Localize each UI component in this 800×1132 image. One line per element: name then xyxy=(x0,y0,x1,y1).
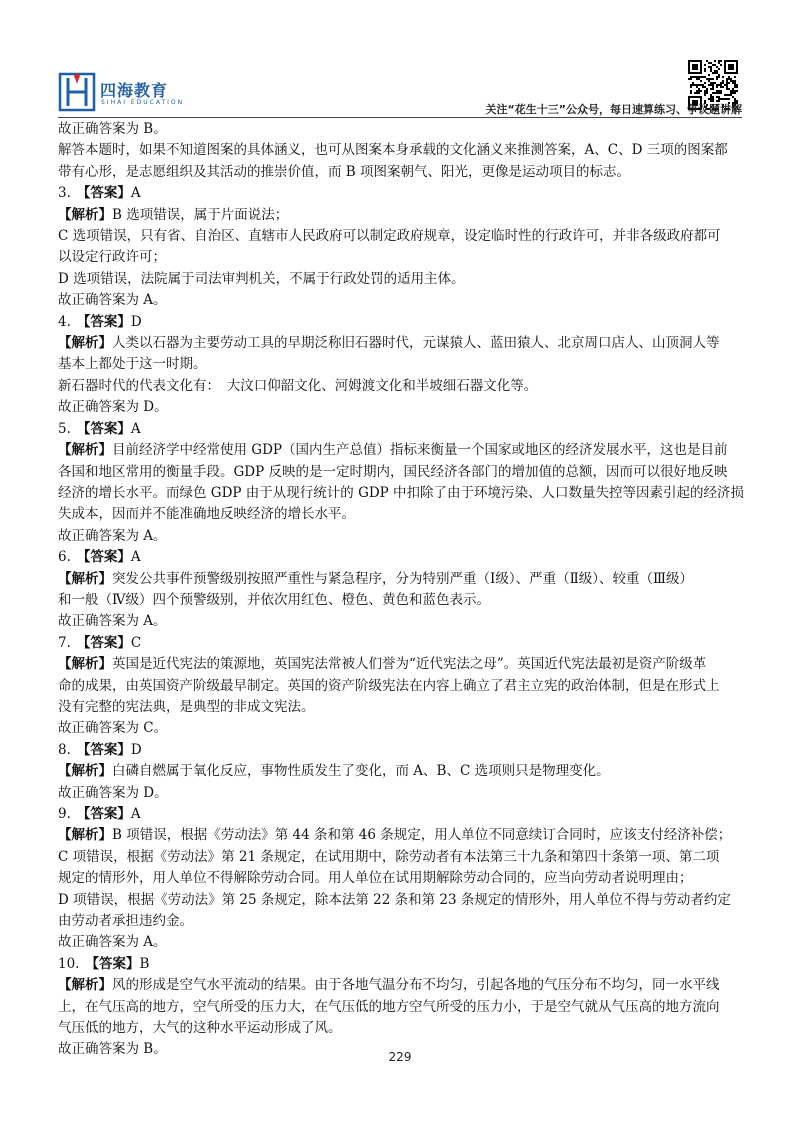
line-text: A xyxy=(130,549,141,566)
line-text: 故正确答案为 A。 xyxy=(58,613,167,630)
text-line xyxy=(58,590,746,611)
text-line xyxy=(58,718,746,739)
text-line xyxy=(58,226,746,247)
line-text: B 选项错误，属于片面说法； xyxy=(112,206,289,223)
line-text: 英国是近代宪法的策源地，英国宪法常被人们誉为“近代宪法之母”。英国近代宪法最初是资产阶级革 xyxy=(112,656,707,673)
answer-explanations xyxy=(58,119,746,1061)
section-label: 【解析】 xyxy=(58,570,112,587)
line-text: D 项错误，根据《劳动法》第 25 条规定，除本法第 22 条和第 23 条规定的情形外，用人单位不得与劳动者约定 xyxy=(58,891,731,908)
text-line xyxy=(58,633,746,654)
section-label: 【解析】 xyxy=(58,977,112,994)
text-line xyxy=(58,611,746,632)
line-text: 以设定行政许可； xyxy=(58,249,166,266)
question-number: 5. xyxy=(58,420,71,437)
line-text: B xyxy=(139,955,150,972)
text-line xyxy=(58,504,746,525)
line-text: 各国和地区常用的衡量手段。GDP 反映的是一定时期内，国民经济各部门的增加值的总额，因而可以很好地反映 xyxy=(58,463,728,480)
line-text: 上，在气压高的地方，空气所受的压力大，在气压低的地方空气所受的压力小，于是空气就从气压高的地方流向 xyxy=(58,998,720,1015)
text-line xyxy=(58,376,746,397)
section-label: 【解析】 xyxy=(58,442,112,459)
line-text: 故正确答案为 A。 xyxy=(58,934,167,951)
line-text: B 项错误，根据《劳动法》第 44 条和第 46 条规定，用人单位不同意续订合同时，应该支付经济补偿； xyxy=(112,827,732,844)
text-line xyxy=(58,975,746,996)
section-label: 【答案】 xyxy=(76,313,131,330)
text-line xyxy=(58,847,746,868)
text-line xyxy=(58,654,746,675)
line-text: A xyxy=(130,420,141,437)
line-text: 目前经济学中经常使用 GDP（国内生产总值）指标来衡量一个国家或地区的经济发展水平，这也是目前 xyxy=(112,442,728,459)
line-text: 人类以石器为主要劳动工具的早期泛称旧石器时代，元谋猿人、蓝田猿人、北京周口店人、山顶洞人等 xyxy=(112,335,720,352)
page-header xyxy=(0,0,800,120)
question-number: 6. xyxy=(58,549,71,566)
logo-text: 四海教育 xyxy=(100,81,169,100)
text-line xyxy=(58,440,746,461)
section-label: 【答案】 xyxy=(76,806,131,822)
line-text: A xyxy=(130,185,141,202)
text-line xyxy=(58,740,746,761)
line-text: D xyxy=(130,313,142,330)
line-text: C 项错误，根据《劳动法》第 21 条规定，在试用期中，除劳动者有本法第三十九条和第四十条第一项、第二项 xyxy=(58,848,720,865)
text-line xyxy=(58,697,746,718)
section-label: 【解析】 xyxy=(58,656,112,673)
line-text: 风的形成是空气水平流动的结果。由于各地气温分布不均匀，引起各地的气压分布不均匀，同一水平线 xyxy=(112,977,720,994)
logo-subtext: SIHAI EDUCATION xyxy=(101,99,185,106)
line-text: C xyxy=(130,634,142,651)
text-line xyxy=(58,205,746,226)
text-line xyxy=(58,312,746,333)
text-line xyxy=(58,997,746,1018)
text-line xyxy=(58,419,746,440)
line-text: 规定的情形外，用人单位不得解除劳动合同。用人单位在试用期解除劳动合同的，应当向劳动者说明理由； xyxy=(58,870,693,887)
section-label: 【解析】 xyxy=(58,206,112,223)
question-number: 10. xyxy=(58,955,80,972)
text-line xyxy=(58,569,746,590)
line-text: 故正确答案为 C。 xyxy=(58,720,168,737)
line-text: 带有心形，是志愿组织及其活动的推崇价值，而 B 项图案朝气、阳光，更像是运动项目的标志。 xyxy=(58,163,631,180)
line-text: C 选项错误，只有省、自治区、直辖市人民政府可以制定政府规章，设定临时性的行政许可，并非各级政府都可 xyxy=(58,228,721,245)
line-text: 故正确答案为 D。 xyxy=(58,399,168,416)
text-line xyxy=(58,333,746,354)
text-line xyxy=(58,247,746,268)
question-number: 3. xyxy=(58,185,71,202)
line-text: 解答本题时，如果不知道图案的具体涵义，也可从图案本身承载的文化涵义来推测答案，A、C、D 三项的图案都 xyxy=(58,142,728,159)
line-text: 命的成果，由英国资产阶级最早制定。英国的资产阶级宪法在内容上确立了君主立宪的政治体制，但是在形式上 xyxy=(58,677,720,694)
line-text: 突发公共事件预警级别按照严重性与紧急程序，分为特别严重（Ⅰ级）、严重（Ⅱ级）、较重（Ⅲ级） xyxy=(112,570,694,587)
text-line xyxy=(58,483,746,504)
text-line xyxy=(58,1018,746,1039)
text-line xyxy=(58,868,746,889)
line-text: 失成本，因而并不能准确地反映经济的增长水平。 xyxy=(58,506,355,523)
line-text: 基本上都处于这一时期。 xyxy=(58,356,207,373)
text-line xyxy=(58,911,746,932)
section-label: 【答案】 xyxy=(76,185,131,202)
line-text: A xyxy=(130,806,141,822)
section-label: 【解析】 xyxy=(58,827,112,844)
section-label: 【答案】 xyxy=(76,741,131,758)
section-label: 【解析】 xyxy=(58,763,112,780)
line-text: 经济的增长水平。而绿色 GDP 由于从现行统计的 GDP 中扣除了由于环境污染、人口数量失控等因素引起的经济损 xyxy=(58,484,745,501)
line-text: 故正确答案为 D。 xyxy=(58,784,168,801)
text-line xyxy=(58,761,746,782)
line-text: 故正确答案为 A。 xyxy=(58,527,167,544)
section-label: 【解析】 xyxy=(58,335,112,352)
text-line xyxy=(58,526,746,547)
line-text: 气压低的地方，大气的这种水平运动形成了风。 xyxy=(58,1020,342,1037)
text-line xyxy=(58,954,746,975)
text-line xyxy=(58,269,746,290)
text-line xyxy=(58,290,746,311)
line-text: 故正确答案为 A。 xyxy=(58,292,167,309)
text-line xyxy=(58,162,746,183)
header-slogan: 关注“花生十三”公众号，每日速算练习、争议题讲解 xyxy=(485,103,742,116)
text-line xyxy=(58,119,746,140)
line-text: 和一般（Ⅳ级）四个预警级别，并依次用红色、橙色、黄色和蓝色表示。 xyxy=(58,591,490,608)
text-line xyxy=(58,462,746,483)
text-line xyxy=(58,804,746,825)
line-text: 故正确答案为 B。 xyxy=(58,1041,167,1058)
line-text: 由劳动者承担违约金。 xyxy=(58,913,193,930)
section-label: 【答案】 xyxy=(76,549,131,566)
section-label: 【答案】 xyxy=(76,634,131,651)
header-divider xyxy=(58,117,742,118)
question-number: 4. xyxy=(58,313,71,330)
line-text: 故正确答案为 B。 xyxy=(58,121,167,137)
section-label: 【答案】 xyxy=(85,955,140,972)
text-line xyxy=(58,783,746,804)
text-line xyxy=(58,932,746,953)
line-text: 新石器时代的代表文化有： 大汶口仰韶文化、河姆渡文化和半坡细石器文化等。 xyxy=(58,377,538,394)
line-text: D 选项错误，法院属于司法审判机关，不属于行政处罚的适用主体。 xyxy=(58,270,465,287)
line-text: 白磷自燃属于氧化反应，事物性质发生了变化，而 A、B、C 选项则只是物理变化。 xyxy=(112,763,610,780)
line-text: D xyxy=(130,741,142,758)
text-line xyxy=(58,825,746,846)
text-line xyxy=(58,676,746,697)
text-line xyxy=(58,547,746,568)
page-number: 229 xyxy=(388,1050,412,1064)
section-label: 【答案】 xyxy=(76,420,131,437)
text-line xyxy=(58,140,746,161)
question-number: 9. xyxy=(58,806,71,822)
question-number: 7. xyxy=(58,634,71,651)
line-text: 没有完整的宪法典，是典型的非成文宪法。 xyxy=(58,698,315,715)
text-line xyxy=(58,397,746,418)
text-line xyxy=(58,890,746,911)
text-line xyxy=(58,183,746,204)
text-line xyxy=(58,354,746,375)
question-number: 8. xyxy=(58,741,71,758)
